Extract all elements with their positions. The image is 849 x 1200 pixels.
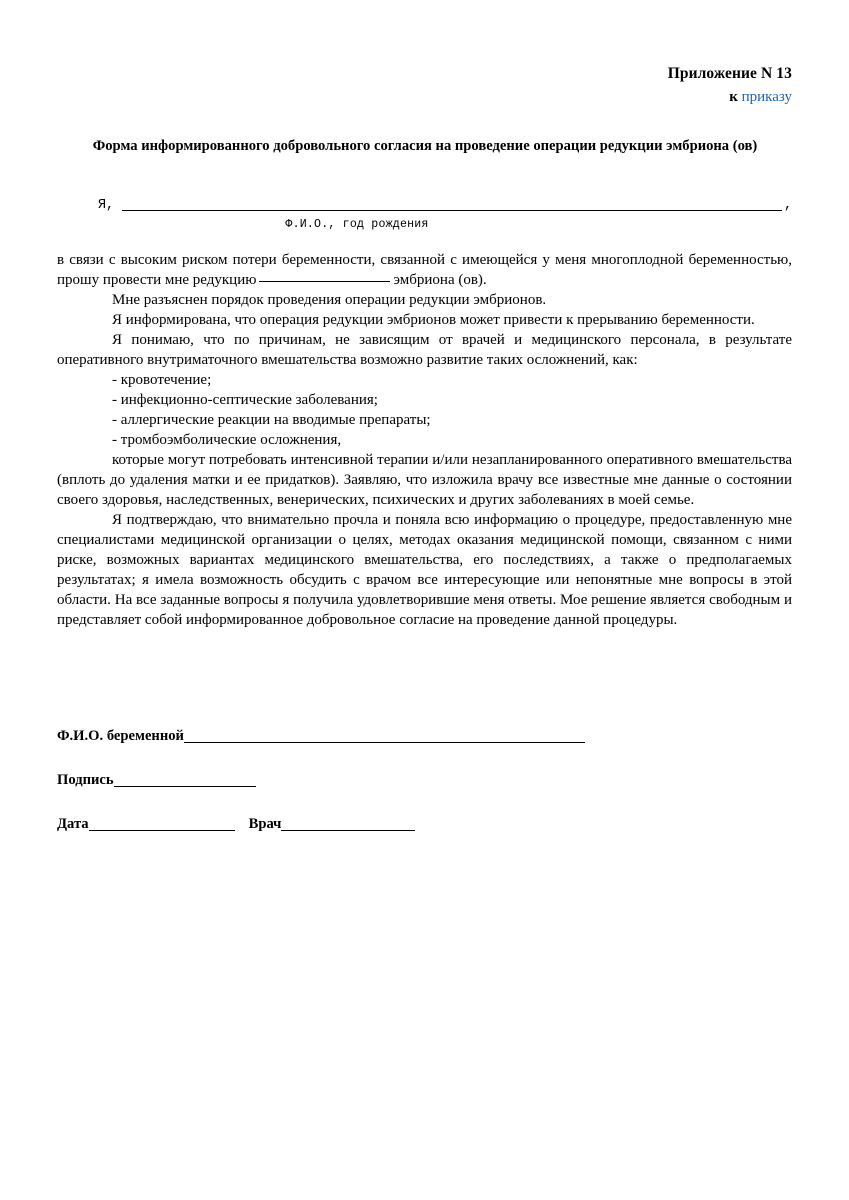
annex-to-order: [668, 87, 792, 107]
signature-row: [57, 772, 792, 790]
doctor-label: Врач: [248, 816, 282, 832]
paragraph-confirmation: Я подтверждаю, что внимательно прочла и поняла всю информацию о процедуре, предоставленную мне специалистами медицинской организации о целях, методах оказания медицинской помощи, связанном с ними риске, возможных вариантах медицинского вмешательства, его последствиях, а также о предполагаемых результатах; я имела возможность обсудить с врачом все интересующие или непонятные мне вопросы в этой области. На все заданные вопросы я получила удовлетворившие меня ответы. Мое решение является свободным и представляет собой информированное добровольное согласие на проведение данной процедуры.: [57, 512, 792, 629]
paragraph-reason: [57, 250, 792, 290]
annex-number: Приложение N 13: [667, 65, 792, 82]
declarant-label: Я,: [98, 198, 115, 214]
order-link[interactable]: приказу: [741, 88, 792, 105]
signature-block: [57, 728, 792, 834]
annex-reference: [668, 64, 792, 107]
paragraph-reason-text-after: эмбриона (ов).: [393, 272, 487, 289]
date-and-doctor-row: [57, 816, 792, 834]
date-label: Дата: [57, 816, 89, 832]
pregnant-name-row: [57, 728, 792, 746]
list-item: - инфекционно-септические заболевания;: [112, 392, 378, 409]
embryo-count-input[interactable]: [259, 281, 390, 282]
declarant-field-caption: Ф.И.О., год рождения: [285, 218, 429, 231]
page-title: Форма информированного добровольного согласия на проведение операции редукции эмбриона (ов): [92, 138, 758, 154]
signature-label: Подпись: [57, 772, 114, 788]
list-item: - тромбоэмболические осложнения,: [112, 432, 342, 449]
document-body: [57, 250, 792, 630]
list-item: - кровотечение;: [112, 372, 212, 389]
pregnant-name-input[interactable]: [184, 729, 585, 743]
list-item: - аллергические реакции на вводимые препараты;: [112, 412, 431, 429]
declarant-name-input[interactable]: [122, 198, 782, 211]
annex-to-prefix: к: [729, 88, 742, 105]
paragraph-informed-risk: Я информирована, что операция редукции эмбрионов может привести к прерыванию беременности.: [112, 312, 755, 329]
paragraph-reason-text-before: в связи с высоким риском потери беременности, связанной с имеющейся у меня многоплодной беременностью, прошу провести мне редукцию: [57, 252, 792, 289]
doctor-input[interactable]: [281, 817, 415, 831]
paragraph-procedure-explained: Мне разъяснен порядок проведения операции редукции эмбрионов.: [112, 292, 547, 309]
paragraph-understanding: Я понимаю, что по причинам, не зависящим от врачей и медицинского персонала, в результате оперативного внутриматочного вмешательства возможно развитие таких осложнений, как:: [57, 332, 792, 369]
declarant-trailing-comma: ,: [783, 198, 792, 214]
paragraph-intensive-therapy: которые могут потребовать интенсивной терапии и/или незапланированного оперативного вмешательства (вплоть до удаления матки и ее придатков). Заявляю, что изложила врачу все известные мне данные о состоянии своего здоровья, наследственных, венерических, психических и других заболеваниях в моей семье.: [57, 452, 792, 509]
declarant-field-block: [57, 198, 792, 231]
pregnant-name-label: Ф.И.О. беременной: [57, 728, 184, 744]
complications-list: [57, 370, 792, 450]
signature-input[interactable]: [114, 773, 256, 787]
date-input[interactable]: [89, 817, 235, 831]
declarant-field-row: [57, 198, 792, 215]
